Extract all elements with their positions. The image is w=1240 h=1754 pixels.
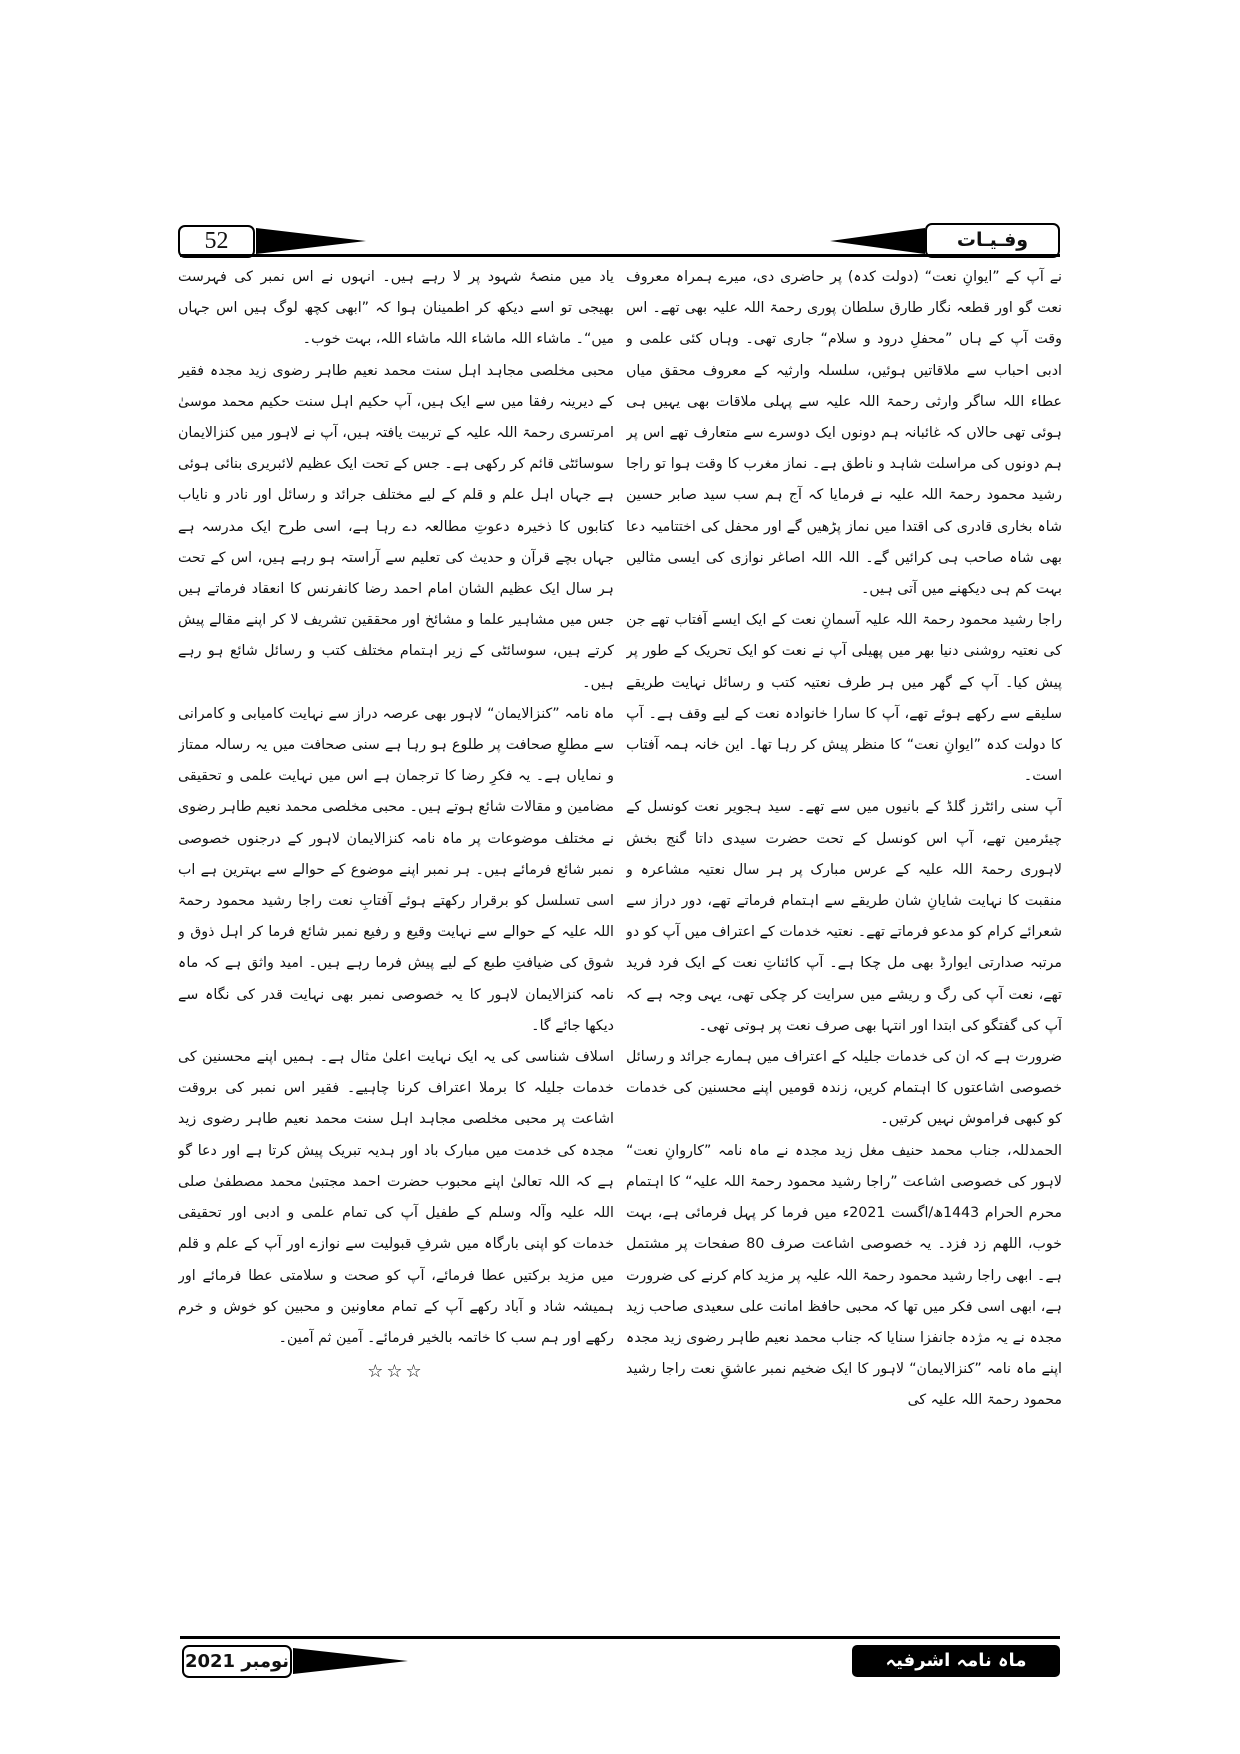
issue-date: نومبر 2021 xyxy=(182,1645,292,1678)
paragraph: محبی مخلصی مجاہد اہل سنت محمد نعیم طاہر رضوی زید مجدہ فقیر کے دیرینہ رفقا میں سے ایک ہیں، آپ حکیم اہل سنت حکیم محمد موسیٰ امرتسری رحمۃ اللہ علیہ کے تربیت یافتہ ہیں، آپ نے لاہور میں کنزالایمان سوسائٹی قائم کر رکھی ہے۔ جس کے تحت ایک عظیم لائبریری بنائی ہوئی ہے جہاں اہل علم و قلم کے لیے مختلف جرائد و رسائل اور نادر و نایاب کتابوں کا ذخیرہ دعوتِ مطالعہ دے رہا ہے، اسی طرح ایک مدرسہ ہے جہاں بچے قرآن و حدیث کی تعلیم سے آراستہ ہو رہے ہیں، اس کے تحت ہر سال ایک عظیم الشان امام احمد رضا کانفرنس کا انعقاد فرماتے ہیں جس میں مشاہیر علما و مشائخ اور محققین تشریف لا کر اپنے مقالے پیش کرتے ہیں، سوسائٹی کے زیر اہتمام مختلف کتب و رسائل شائع ہو رہے ہیں۔ xyxy=(178,362,614,691)
magazine-name: ماہ نامہ اشرفیہ xyxy=(852,1645,1060,1677)
paragraph: یاد میں منصۂ شہود پر لا رہے ہیں۔ انہوں نے اس نمبر کی فہرست بھیجی تو اسے دیکھ کر اطمینان ہوا کہ ”ابھی کچھ لوگ ہیں اس جہاں میں“۔ ماشاء اللہ ماشاء اللہ ماشاء اللہ، بہت خوب۔ xyxy=(178,269,614,348)
page-number: 52 xyxy=(178,225,255,258)
header-arrow-left xyxy=(256,228,366,254)
end-mark: ☆☆☆ xyxy=(367,1361,425,1383)
paragraph: ضرورت ہے کہ ان کی خدمات جلیلہ کے اعتراف میں ہمارے جرائد و رسائل خصوصی اشاعتوں کا اہتمام کریں، زندہ قومیں اپنے محسنین کی خدمات کو کبھی فراموش نہیں کرتیں۔ xyxy=(626,1049,1062,1128)
paragraph: الحمدللہ، جناب محمد حنیف مغل زید مجدہ نے ماہ نامہ ”کاروانِ نعت“ لاہور کی خصوصی اشاعت ”راجا رشید محمود رحمۃ اللہ علیہ“ کا اہتمام محرم الحرام 1443ھ/اگست 2021ء میں فرما کر پہل فرمائی ہے، بہت خوب، اللھم زد فزد۔ یہ خصوصی اشاعت صرف 80 صفحات پر مشتمل ہے۔ ابھی راجا رشید محمود رحمۃ اللہ علیہ پر مزید کام کرنے کی ضرورت ہے، ابھی اسی فکر میں تھا کہ محبی حافظ امانت علی سعیدی صاحب زید مجدہ نے یہ مژدہ جانفزا سنایا کہ جناب محمد نعیم طاہر رضوی زید مجدہ اپنے ماہ نامہ ”کنزالایمان“ لاہور کا ایک ضخیم نمبر عاشقِ نعت راجا رشید محمود رحمۃ اللہ علیہ کی xyxy=(626,1142,1062,1409)
header-rule xyxy=(180,254,1060,257)
footer-arrow xyxy=(293,1648,408,1674)
section-title: وفـیـات xyxy=(925,223,1060,258)
article-column-right xyxy=(626,262,1062,1634)
paragraph: آپ سنی رائٹرز گلڈ کے بانیوں میں سے تھے۔ سید ہجویر نعت کونسل کے چیئرمین تھے، آپ اس کونسل کے تحت حضرت سیدی داتا گنج بخش لاہوری رحمۃ اللہ علیہ کے عرس مبارک پر ہر سال نعتیہ مشاعرہ و منقبت کا نہایت شایانِ شان طریقے سے اہتمام فرماتے تھے، دور دراز سے شعرائے کرام کو مدعو فرماتے تھے۔ نعتیہ خدمات کے اعتراف میں آپ کو دو مرتبہ صدارتی ایوارڈ بھی مل چکا ہے۔ آپ کائناتِ نعت کے ایک فرد فرید تھے، نعت آپ کی رگ و ریشے میں سرایت کر چکی تھی، یہی وجہ ہے کہ آپ کی گفتگو کی ابتدا اور انتہا بھی صرف نعت پر ہوتی تھی۔ xyxy=(626,799,1062,1034)
paragraph: اسلاف شناسی کی یہ ایک نہایت اعلیٰ مثال ہے۔ ہمیں اپنے محسنین کی خدمات جلیلہ کا برملا اعتراف کرنا چاہیے۔ فقیر اس نمبر کی بروقت اشاعت پر محبی مخلصی مجاہد اہل سنت محمد نعیم طاہر رضوی زید مجدہ کی خدمت میں مبارک باد اور ہدیہ تبریک پیش کرتا ہے اور دعا گو ہے کہ اللہ تعالیٰ اپنے محبوب حضرت احمد مجتبیٰ محمد مصطفیٰ صلی اللہ علیہ وآلہ وسلم کے طفیل آپ کی تمام علمی و ادبی اور تحقیقی خدمات کو اپنی بارگاہ میں شرفِ قبولیت سے نوازے اور آپ کے علم و قلم میں مزید برکتیں عطا فرمائے، آپ کو صحت و سلامتی عطا فرمائے اور ہمیشہ شاد و آباد رکھے آپ کے تمام معاونین و محبین کو خوش و خرم رکھے اور ہم سب کا خاتمہ بالخیر فرمائے۔ آمین ثم آمین۔ xyxy=(178,1049,614,1346)
paragraph: ماہ نامہ ”کنزالایمان“ لاہور بھی عرصہ دراز سے نہایت کامیابی و کامرانی سے مطلعِ صحافت پر طلوع ہو رہا ہے سنی صحافت میں یہ رسالہ ممتاز و نمایاں ہے۔ یہ فکرِ رضا کا ترجمان ہے اس میں نہایت علمی و تحقیقی مضامین و مقالات شائع ہوتے ہیں۔ محبی مخلصی محمد نعیم طاہر رضوی نے مختلف موضوعات پر ماہ نامہ کنزالایمان لاہور کے درجنوں خصوصی نمبر شائع فرمائے ہیں۔ ہر نمبر اپنے موضوع کے حوالے سے بہترین ہے اب اسی تسلسل کو برقرار رکھتے ہوئے آفتابِ نعت راجا رشید محمود رحمۃ اللہ علیہ کے حوالے سے نہایت وقیع و رفیع نمبر شائع فرما کر اہل ذوق و شوق کی ضیافتِ طبع کے لیے پیش فرما رہے ہیں۔ امید واثق ہے کہ ماہ نامہ کنزالایمان لاہور کا یہ خصوصی نمبر بھی نہایت قدر کی نگاہ سے دیکھا جائے گا۔ xyxy=(178,705,614,1034)
footer-rule xyxy=(180,1636,1060,1639)
paragraph: راجا رشید محمود رحمۃ اللہ علیہ آسمانِ نعت کے ایک ایسے آفتاب تھے جن کی نعتیہ روشنی دنیا بھر میں پھیلی آپ نے نعت کو ایک تحریک کے طور پر پیش کیا۔ آپ کے گھر میں ہر طرف نعتیہ کتب و رسائل نہایت طریقے سلیقے سے رکھے ہوئے تھے، آپ کا سارا خانوادہ نعت کے لیے وقف ہے۔ آپ کا دولت کدہ ”ایوانِ نعت“ کا منظر پیش کر رہا تھا۔ این خانہ ہمہ آفتاب است۔ xyxy=(626,612,1062,785)
paragraph: نے آپ کے ”ایوانِ نعت“ (دولت کدہ) پر حاضری دی، میرے ہمراہ معروف نعت گو اور قطعہ نگار طارق سلطان پوری رحمۃ اللہ علیہ بھی تھے۔ اس وقت آپ کے ہاں ”محفلِ درود و سلام“ جاری تھی۔ وہاں کئی علمی و ادبی احباب سے ملاقاتیں ہوئیں، سلسلہ وارثیہ کے معروف محقق میاں عطاء اللہ ساگر وارثی رحمۃ اللہ علیہ سے پہلی ملاقات بھی یہیں ہی ہوئی تھی حالاں کہ غائبانہ ہم دونوں ایک دوسرے سے متعارف تھے اس پر ہم دونوں کی مراسلت شاہد و ناطق ہے۔ نماز مغرب کا وقت ہوا تو راجا رشید محمود رحمۃ اللہ علیہ نے فرمایا کہ آج ہم سب سید صابر حسین شاہ بخاری قادری کی اقتدا میں نماز پڑھیں گے اور محفل کی اختتامیہ دعا بھی شاہ صاحب ہی کرائیں گے۔ اللہ اللہ اصاغر نوازی کی ایسی مثالیں بہت کم ہی دیکھنے میں آتی ہیں۔ xyxy=(626,269,1062,598)
header-arrow-right xyxy=(830,228,925,254)
article-column-left xyxy=(178,262,614,1634)
